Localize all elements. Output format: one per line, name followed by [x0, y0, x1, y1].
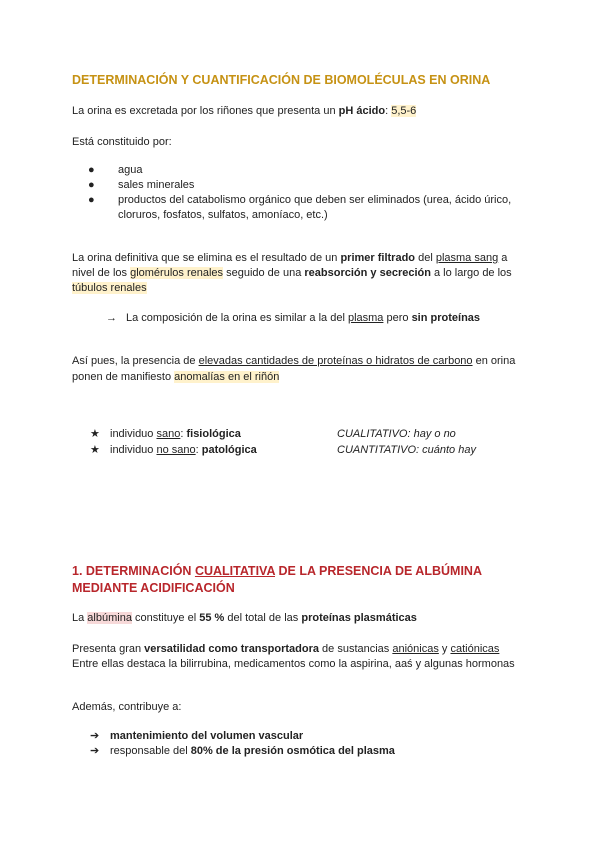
note-cuantitativo: CUANTITATIVO: cuánto hay — [337, 444, 476, 456]
arrow-right-icon: ➔ — [90, 745, 100, 757]
bold-text: proteínas plasmáticas — [301, 612, 417, 624]
arrow-note — [106, 310, 480, 326]
underlined-text: CUALITATIVA — [194, 564, 276, 578]
star-item-no-sano — [90, 442, 257, 458]
bold-text: primer filtrado — [340, 252, 416, 264]
paragraph-ph — [72, 103, 416, 119]
underlined-text: elevadas cantidades de proteínas o hidratos de carbono — [198, 355, 473, 367]
paragraph-presenta-line-1 — [72, 641, 499, 657]
highlighted-text: albúmina — [87, 612, 132, 624]
document-title: DETERMINACIÓN Y CUANTIFICACIÓN DE BIOMOLÉCULAS EN ORINA — [72, 73, 491, 87]
underlined-text: aniónicas — [392, 643, 439, 655]
text: 1. DETERMINACIÓN — [72, 564, 195, 578]
list-item-label: productos del catabolismo orgánico que deben ser eliminados (urea, ácido úrico, — [118, 194, 512, 206]
arrow-right-icon: → — [106, 312, 117, 324]
paragraph-asi-line-2 — [72, 369, 279, 385]
list-item — [88, 177, 194, 193]
paragraph-orina-line-3 — [72, 280, 147, 296]
list-item-label: sales minerales — [118, 179, 195, 191]
section-title-line-2: MEDIANTE ACIDIFICACIÓN — [72, 581, 235, 595]
section-title-line-1 — [72, 562, 482, 580]
text: del total de las — [224, 612, 302, 624]
text: ponen de manifiesto — [72, 371, 175, 383]
bold-text: pH ácido — [338, 105, 386, 117]
bullet-icon: ● — [88, 194, 95, 206]
bold-text: mantenimiento del volumen vascular — [110, 730, 304, 742]
text: de sustancias — [318, 643, 393, 655]
list-item-continuation: cloruros, fosfatos, sulfatos, amoníaco, etc.) — [118, 209, 328, 221]
highlighted-text: anomalías en el riñón — [174, 371, 280, 383]
text: pero — [383, 312, 412, 324]
text: La — [72, 612, 88, 624]
bold-text: reabsorción y secreción — [304, 267, 431, 279]
text: individuo — [110, 444, 157, 456]
text: constituye el — [131, 612, 200, 624]
text: a — [498, 252, 508, 264]
bold-text: versatilidad como transportadora — [144, 643, 319, 655]
arrow-list-item — [90, 743, 395, 759]
bold-text: 55 % — [199, 612, 225, 624]
arrow-list-item — [90, 728, 303, 744]
text: La orina es excretada por los riñones que presenta un — [72, 105, 339, 117]
arrow-right-icon: ➔ — [90, 730, 100, 742]
underlined-text: sano — [156, 428, 181, 440]
text: DE LA PRESENCIA DE ALBÚMINA — [275, 564, 482, 578]
underlined-text: plasma — [347, 312, 384, 324]
list-item-label: agua — [118, 164, 143, 176]
paragraph-orina-line-1 — [72, 250, 507, 266]
text: Así pues, la presencia de — [72, 355, 199, 367]
text: responsable del — [110, 745, 191, 757]
bold-text: sin proteínas — [411, 312, 481, 324]
text: del — [415, 252, 436, 264]
bold-text: fisiológica — [186, 428, 241, 440]
text: a lo largo de los — [430, 267, 512, 279]
highlighted-text: túbulos renales — [72, 282, 147, 294]
paragraph-ademas: Además, contribuye a: — [72, 701, 182, 713]
text: : — [180, 428, 187, 440]
text: individuo — [110, 428, 157, 440]
text: La orina definitiva que se elimina es el resultado de un — [72, 252, 341, 264]
paragraph-presenta-line-2: Entre ellas destaca la bilirrubina, medicamentos como la aspirina, aaś y algunas hormonas — [72, 658, 515, 670]
text: nivel de los — [72, 267, 131, 279]
star-icon: ★ — [90, 444, 100, 456]
bold-text: patológica — [201, 444, 257, 456]
paragraph-asi-line-1 — [72, 353, 515, 369]
text: : — [195, 444, 202, 456]
paragraph-orina-line-2 — [72, 265, 512, 281]
star-icon: ★ — [90, 428, 100, 440]
underlined-text: no sano — [156, 444, 196, 456]
underlined-text: catiónicas — [450, 643, 500, 655]
text: Presenta gran — [72, 643, 145, 655]
highlighted-text: glomérulos renales — [130, 267, 224, 279]
star-item-sano — [90, 426, 241, 442]
text: : — [385, 105, 392, 117]
underlined-text: plasma sang — [435, 252, 499, 264]
list-item — [88, 162, 142, 178]
highlighted-value: 5,5-6 — [391, 105, 417, 117]
bullet-icon: ● — [88, 164, 95, 176]
text: La composición de la orina es similar a la del — [126, 312, 348, 324]
note-cualitativo: CUALITATIVO: hay o no — [337, 428, 456, 440]
paragraph-constituido: Está constituido por: — [72, 136, 172, 148]
bullet-icon: ● — [88, 179, 95, 191]
text: y — [438, 643, 451, 655]
text: seguido de una — [223, 267, 305, 279]
bold-text: 80% de la presión osmótica del plasma — [190, 745, 395, 757]
paragraph-albumina — [72, 610, 417, 626]
list-item — [88, 192, 511, 208]
text: en orina — [472, 355, 516, 367]
